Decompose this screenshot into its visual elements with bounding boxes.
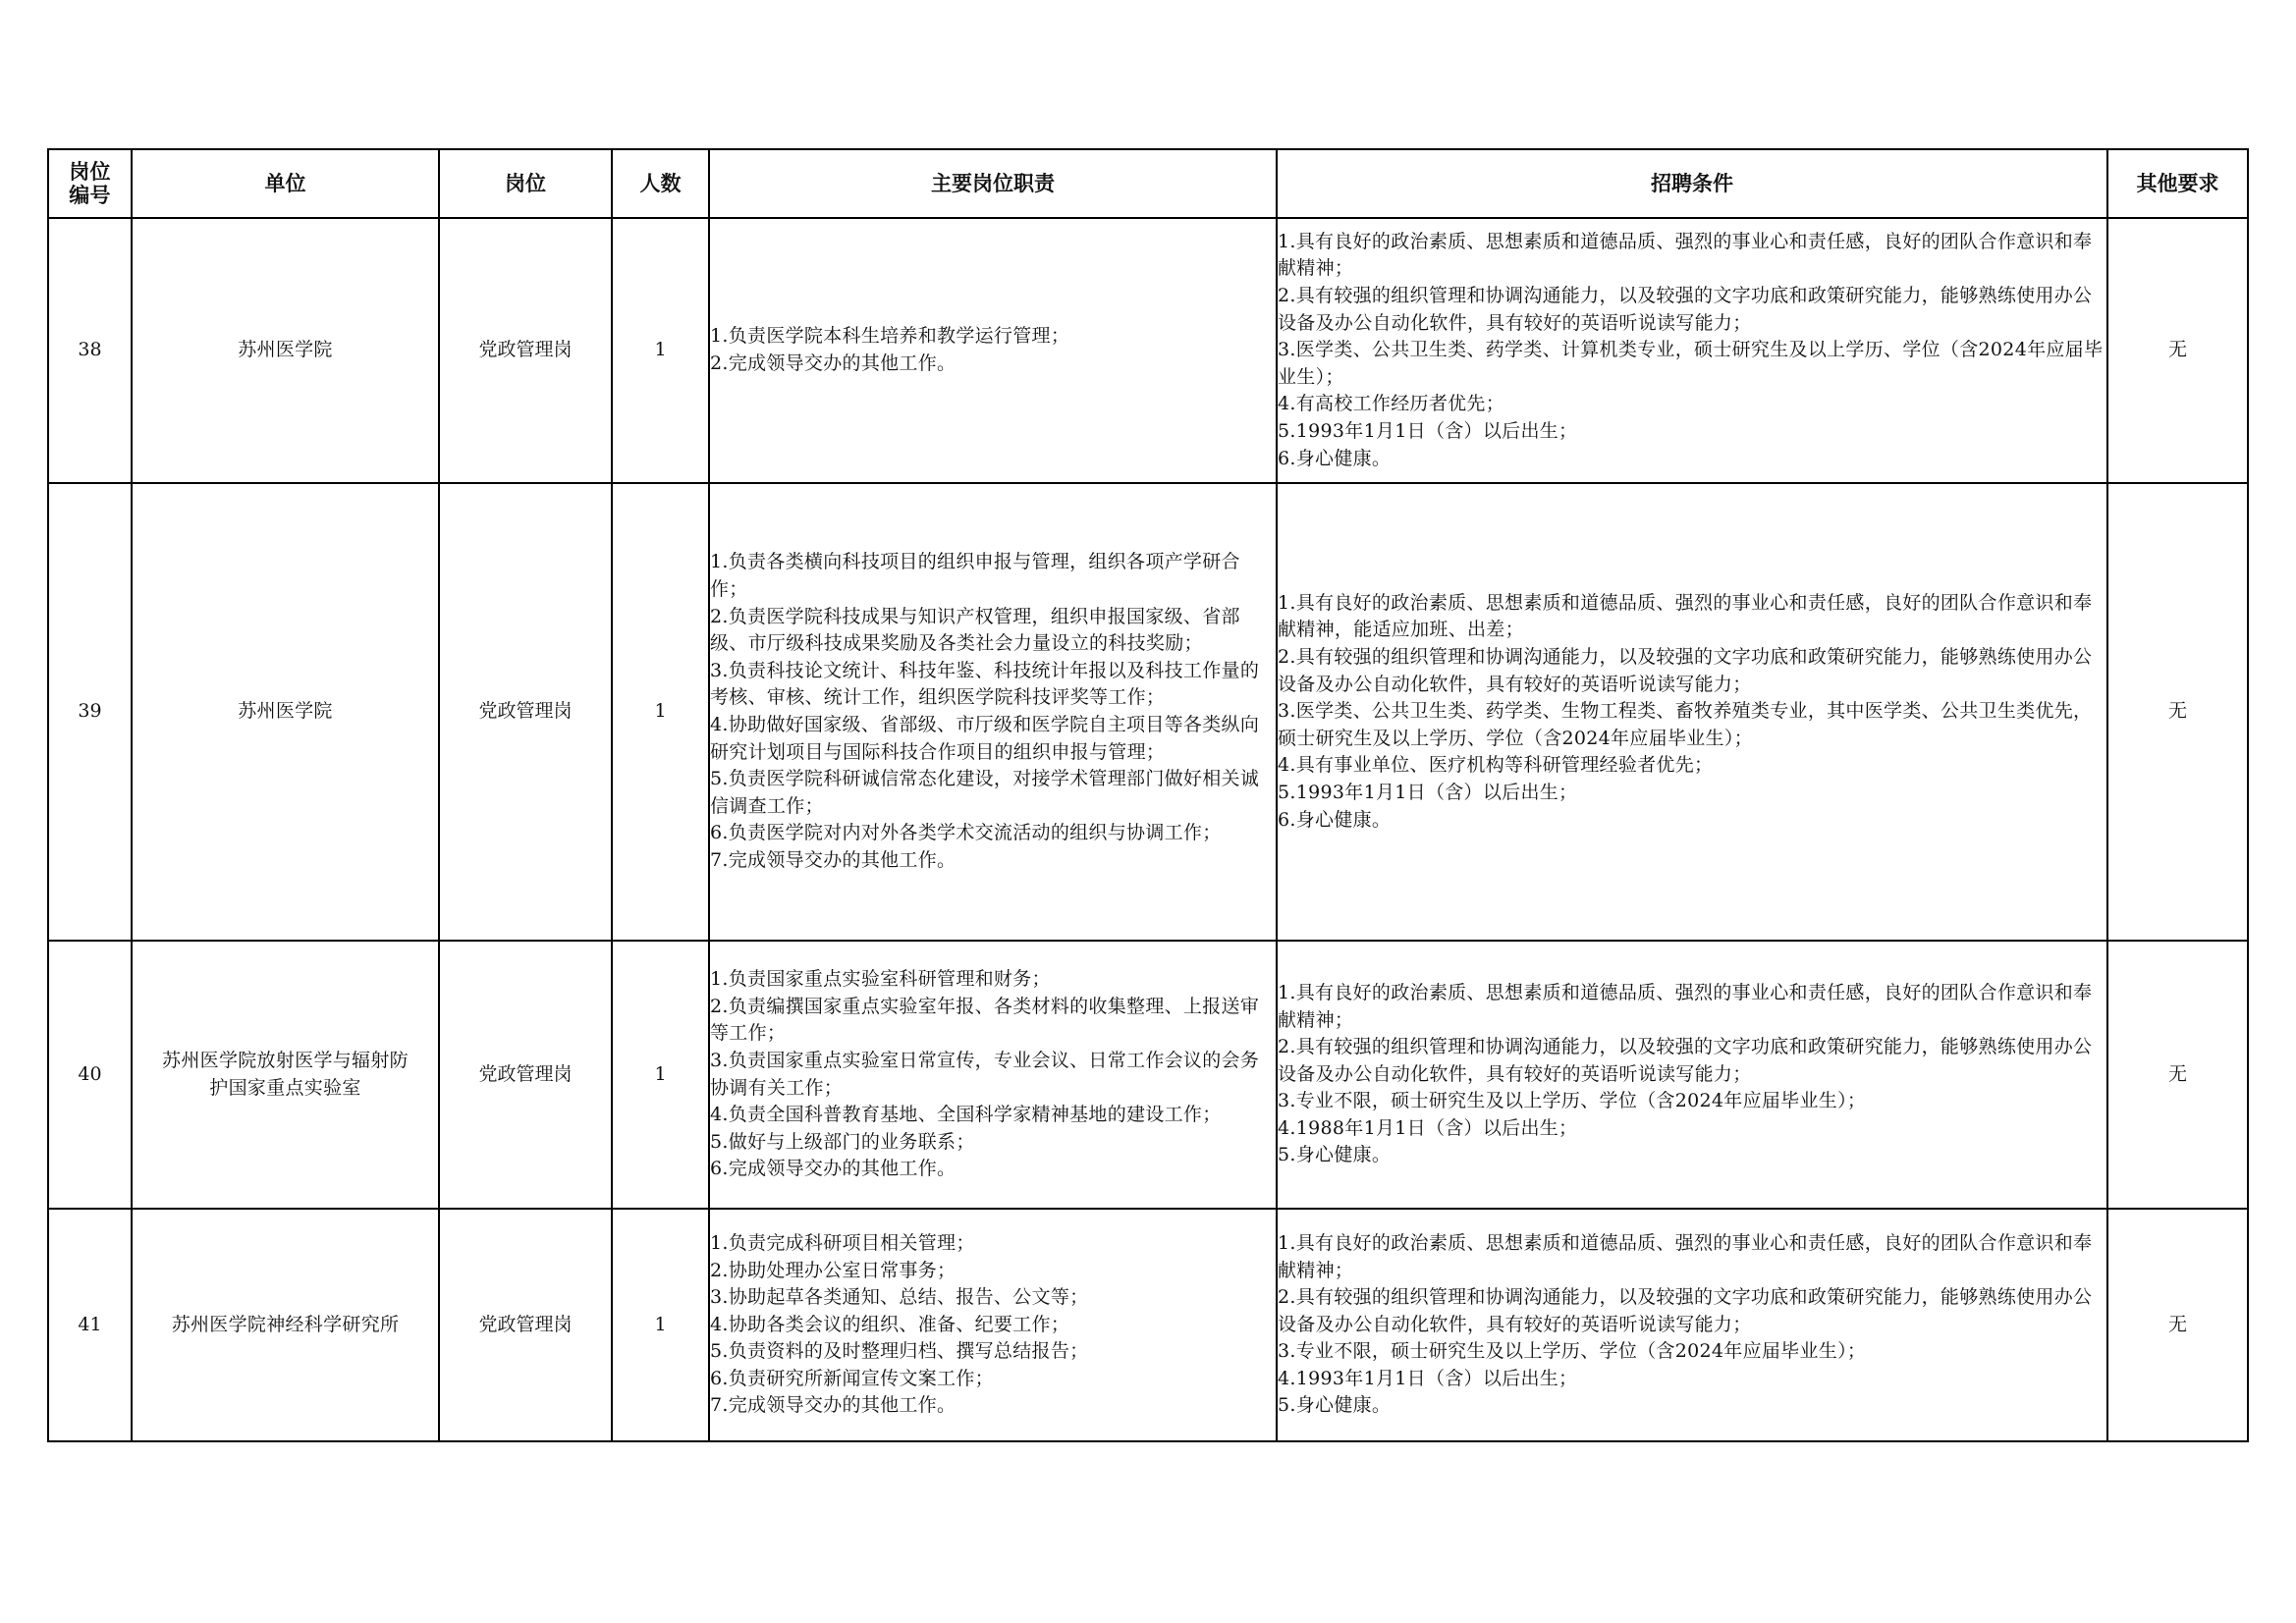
duty-item: 2.负责编撰国家重点实验室年报、各类材料的收集整理、上报送审等工作； bbox=[710, 995, 1260, 1045]
duty-item: 1.负责国家重点实验室科研管理和财务； bbox=[710, 968, 1051, 991]
cell-unit bbox=[132, 941, 439, 1209]
condition-item: 1.具有良好的政治素质、思想素质和道德品质、强烈的事业心和责任感，良好的团队合作意识和奉献精神； bbox=[1278, 981, 2093, 1031]
condition-item: 1.具有良好的政治素质、思想素质和道德品质、强烈的事业心和责任感，良好的团队合作意识和奉献精神，能适应加班、出差； bbox=[1278, 591, 2093, 641]
cell-other: 无 bbox=[2107, 218, 2248, 483]
header-unit: 单位 bbox=[132, 149, 439, 218]
duty-item: 6.完成领导交办的其他工作。 bbox=[710, 1158, 957, 1180]
condition-item: 5.1993年1月1日（含）以后出生； bbox=[1278, 781, 1578, 803]
condition-item: 3.专业不限，硕士研究生及以上学历、学位（含2024年应届毕业生）； bbox=[1278, 1340, 1867, 1363]
condition-item: 4.具有事业单位、医疗机构等科研管理经验者优先； bbox=[1278, 754, 1714, 777]
cell-count: 1 bbox=[612, 218, 709, 483]
duty-item: 3.负责科技论文统计、科技年鉴、科技统计年报以及科技工作量的考核、审核、统计工作，组织医学院科技评奖等工作； bbox=[710, 659, 1260, 709]
cell-unit bbox=[132, 483, 439, 941]
cell-other: 无 bbox=[2107, 1209, 2248, 1441]
cell-count: 1 bbox=[612, 1209, 709, 1441]
header-row bbox=[48, 149, 2248, 218]
header-post: 岗位 bbox=[439, 149, 612, 218]
duty-item: 5.负责资料的及时整理归档、撰写总结报告； bbox=[710, 1340, 1089, 1363]
condition-item: 4.1988年1月1日（含）以后出生； bbox=[1278, 1116, 1578, 1139]
cell-id: 41 bbox=[48, 1209, 132, 1441]
cell-duties bbox=[709, 218, 1277, 483]
duty-item: 3.协助起草各类通知、总结、报告、公文等； bbox=[710, 1286, 1089, 1309]
cell-unit bbox=[132, 1209, 439, 1441]
condition-item: 2.具有较强的组织管理和协调沟通能力，以及较强的文字功底和政策研究能力，能够熟练使用办公设备及办公自动化软件，具有较好的英语听说读写能力； bbox=[1278, 285, 2093, 334]
unit-line: 苏州医学院 bbox=[238, 339, 333, 361]
condition-item: 2.具有较强的组织管理和协调沟通能力，以及较强的文字功底和政策研究能力，能够熟练使用办公设备及办公自动化软件，具有较好的英语听说读写能力； bbox=[1278, 1036, 2093, 1085]
cell-post: 党政管理岗 bbox=[439, 1209, 612, 1441]
condition-item: 4.1993年1月1日（含）以后出生； bbox=[1278, 1367, 1578, 1389]
cell-conditions bbox=[1277, 483, 2107, 941]
unit-line: 苏州医学院 bbox=[238, 700, 333, 723]
header-id-line: 岗位 bbox=[69, 160, 111, 184]
header-duties: 主要岗位职责 bbox=[709, 149, 1277, 218]
condition-item: 3.医学类、公共卫生类、药学类、生物工程类、畜牧养殖类专业，其中医学类、公共卫生类优先，硕士研究生及以上学历、学位（含2024年应届毕业生）； bbox=[1278, 700, 2093, 749]
cell-post: 党政管理岗 bbox=[439, 218, 612, 483]
condition-item: 2.具有较强的组织管理和协调沟通能力，以及较强的文字功底和政策研究能力，能够熟练使用办公设备及办公自动化软件，具有较好的英语听说读写能力； bbox=[1278, 1286, 2093, 1335]
unit-line: 护国家重点实验室 bbox=[209, 1076, 361, 1099]
condition-item: 3.专业不限，硕士研究生及以上学历、学位（含2024年应届毕业生）； bbox=[1278, 1090, 1867, 1112]
header-count: 人数 bbox=[612, 149, 709, 218]
cell-duties bbox=[709, 1209, 1277, 1441]
cell-id: 39 bbox=[48, 483, 132, 941]
cell-id: 38 bbox=[48, 218, 132, 483]
duty-item: 1.负责医学院本科生培养和教学运行管理； bbox=[710, 325, 1070, 348]
cell-count: 1 bbox=[612, 941, 709, 1209]
table-row bbox=[48, 941, 2248, 1209]
cell-post: 党政管理岗 bbox=[439, 941, 612, 1209]
cell-conditions bbox=[1277, 1209, 2107, 1441]
cell-other: 无 bbox=[2107, 483, 2248, 941]
cell-count: 1 bbox=[612, 483, 709, 941]
duty-item: 4.协助做好国家级、省部级、市厅级和医学院自主项目等各类纵向研究计划项目与国际科技合作项目的组织申报与管理； bbox=[710, 714, 1260, 763]
duty-item: 1.负责完成科研项目相关管理； bbox=[710, 1231, 975, 1254]
condition-item: 4.有高校工作经历者优先； bbox=[1278, 393, 1505, 415]
duty-item: 2.完成领导交办的其他工作。 bbox=[710, 352, 957, 374]
condition-item: 1.具有良好的政治素质、思想素质和道德品质、强烈的事业心和责任感，良好的团队合作意识和奉献精神； bbox=[1278, 230, 2093, 280]
header-id-line: 编号 bbox=[69, 184, 111, 207]
condition-item: 6.身心健康。 bbox=[1278, 808, 1392, 831]
recruitment-table bbox=[47, 148, 2249, 1442]
duty-item: 7.完成领导交办的其他工作。 bbox=[710, 1394, 957, 1417]
header-id bbox=[48, 149, 132, 218]
header-conditions: 招聘条件 bbox=[1277, 149, 2107, 218]
unit-line: 苏州医学院神经科学研究所 bbox=[171, 1313, 400, 1335]
duty-item: 5.做好与上级部门的业务联系； bbox=[710, 1130, 975, 1153]
cell-unit bbox=[132, 218, 439, 483]
cell-duties bbox=[709, 941, 1277, 1209]
duty-item: 5.负责医学院科研诚信常态化建设，对接学术管理部门做好相关诚信调查工作； bbox=[710, 768, 1260, 817]
cell-post: 党政管理岗 bbox=[439, 483, 612, 941]
condition-item: 6.身心健康。 bbox=[1278, 447, 1392, 469]
cell-other: 无 bbox=[2107, 941, 2248, 1209]
duty-item: 6.负责研究所新闻宣传文案工作； bbox=[710, 1367, 994, 1389]
cell-conditions bbox=[1277, 941, 2107, 1209]
condition-item: 5.身心健康。 bbox=[1278, 1394, 1392, 1417]
cell-conditions bbox=[1277, 218, 2107, 483]
duty-item: 4.协助各类会议的组织、准备、纪要工作； bbox=[710, 1313, 1070, 1335]
duty-item: 3.负责国家重点实验室日常宣传，专业会议、日常工作会议的会务协调有关工作； bbox=[710, 1049, 1260, 1099]
duty-item: 1.负责各类横向科技项目的组织申报与管理，组织各项产学研合作； bbox=[710, 551, 1240, 601]
duty-item: 2.负责医学院科技成果与知识产权管理，组织申报国家级、省部级、市厅级科技成果奖励及各类社会力量设立的科技奖励； bbox=[710, 605, 1240, 655]
table-row bbox=[48, 483, 2248, 941]
condition-item: 5.身心健康。 bbox=[1278, 1144, 1392, 1166]
duty-item: 6.负责医学院对内对外各类学术交流活动的组织与协调工作； bbox=[710, 822, 1222, 844]
duty-item: 7.完成领导交办的其他工作。 bbox=[710, 848, 957, 871]
condition-item: 2.具有较强的组织管理和协调沟通能力，以及较强的文字功底和政策研究能力，能够熟练使用办公设备及办公自动化软件，具有较好的英语听说读写能力； bbox=[1278, 646, 2093, 695]
condition-item: 3.医学类、公共卫生类、药学类、计算机类专业，硕士研究生及以上学历、学位（含2024年应届毕业生）； bbox=[1278, 339, 2104, 388]
cell-duties bbox=[709, 483, 1277, 941]
table-row bbox=[48, 1209, 2248, 1441]
duty-item: 2.协助处理办公室日常事务； bbox=[710, 1259, 957, 1281]
header-other: 其他要求 bbox=[2107, 149, 2248, 218]
condition-item: 1.具有良好的政治素质、思想素质和道德品质、强烈的事业心和责任感，良好的团队合作意识和奉献精神； bbox=[1278, 1231, 2093, 1281]
table-row bbox=[48, 218, 2248, 483]
duty-item: 4.负责全国科普教育基地、全国科学家精神基地的建设工作； bbox=[710, 1104, 1222, 1126]
condition-item: 5.1993年1月1日（含）以后出生； bbox=[1278, 419, 1578, 442]
cell-id: 40 bbox=[48, 941, 132, 1209]
unit-line: 苏州医学院放射医学与辐射防 bbox=[162, 1049, 409, 1071]
